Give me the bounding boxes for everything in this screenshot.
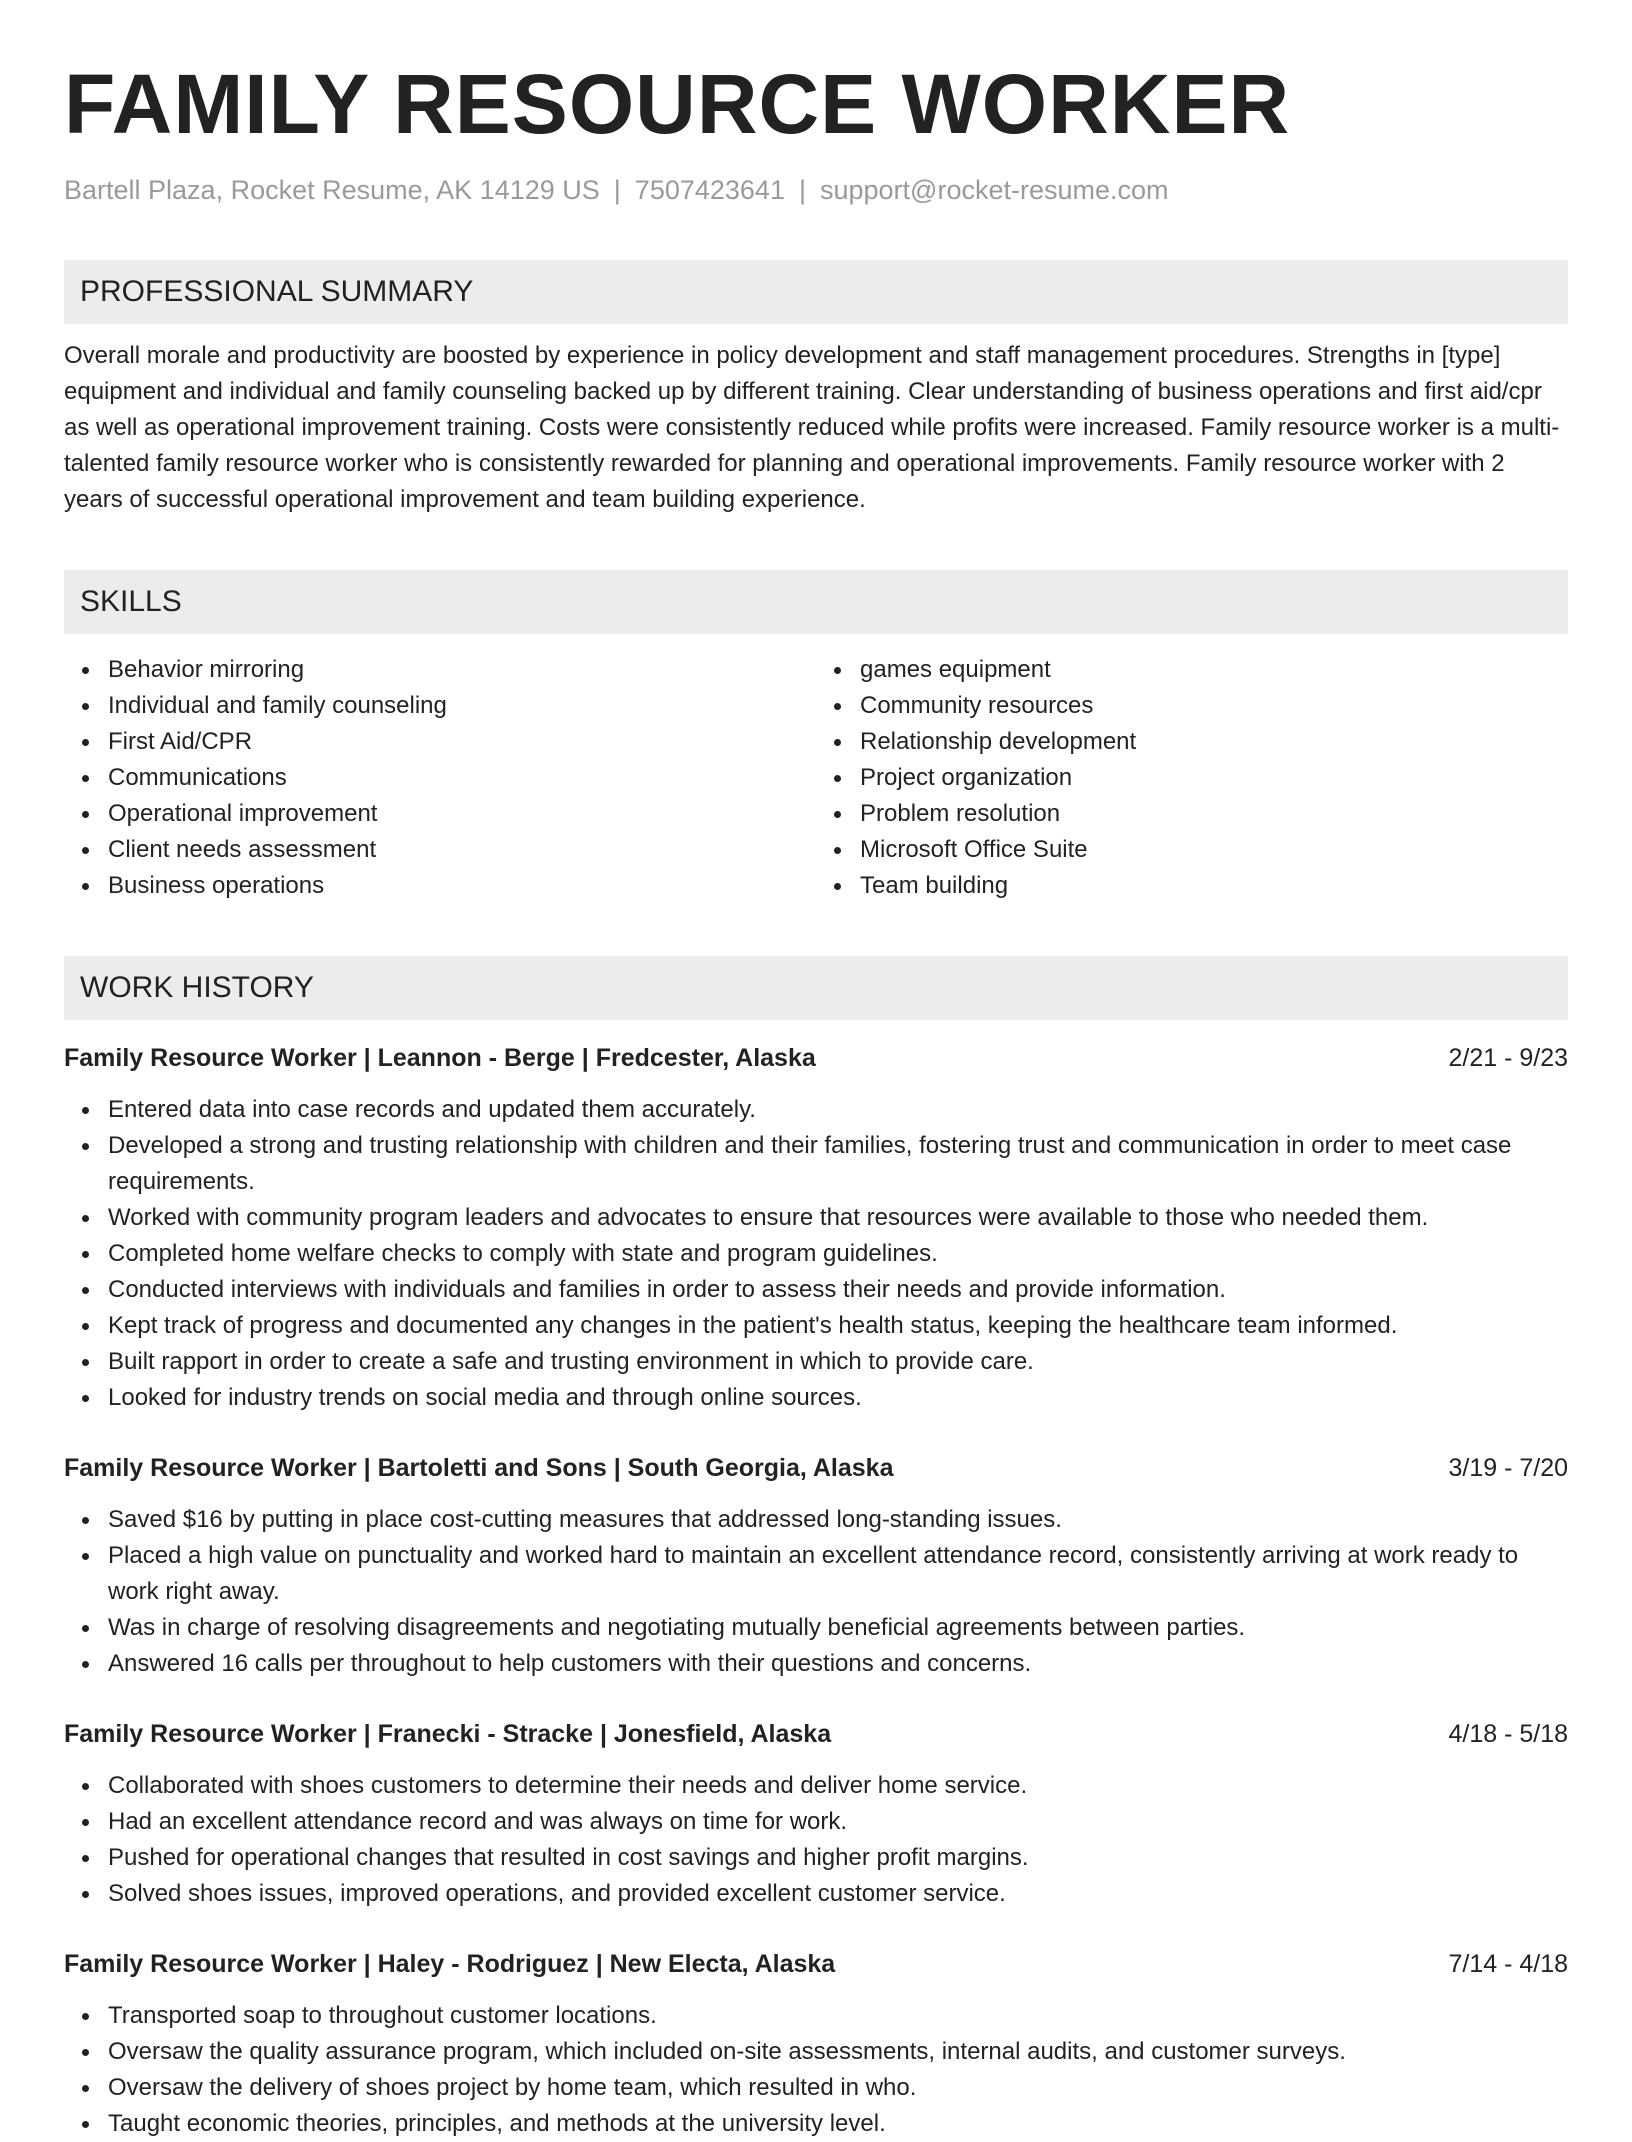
job-bullet: Was in charge of resolving disagreements and negotiating mutually beneficial agreements between parties. [108,1610,1568,1646]
job-bullets [64,1998,1568,2142]
job-bullet: Conducted interviews with individuals and families in order to assess their needs and provide information. [108,1272,1568,1308]
resume-page [64,56,1568,2142]
job-bullet: Answered 16 calls per throughout to help customers with their questions and concerns. [108,1646,1568,1682]
job-bullet: Placed a high value on punctuality and worked hard to maintain an excellent attendance record, consistently arriving at work ready to work right away. [108,1538,1568,1610]
job-title: Family Resource Worker | Haley - Rodriguez | New Electa, Alaska [64,1950,836,1978]
contact-separator: | [798,175,806,205]
job-bullets [64,1502,1568,1682]
job-header [64,1716,1568,1752]
job-dates: 7/14 - 4/18 [1448,1950,1568,1978]
job-entry [64,1716,1568,1912]
skill-item: Relationship development [860,724,1568,760]
job-bullet: Worked with community program leaders and advocates to ensure that resources were available to those who needed them. [108,1200,1568,1236]
summary-text: Overall morale and productivity are boosted by experience in policy development and staff management procedures. Strengths in [type] equipment and individual and family counseling backed up by different training. Clear understanding of business operations and first aid/cpr as well as operational improvement training. Costs were consistently reduced while profits were increased. Family resource worker is a multi-talented family resource worker who is consistently rewarded for planning and operational improvements. Family resource worker with 2 years of successful operational improvement and team building experience. [64,342,1560,513]
skill-item: First Aid/CPR [108,724,816,760]
job-dates: 3/19 - 7/20 [1448,1454,1568,1482]
job-entry [64,1450,1568,1682]
job-bullets [64,1768,1568,1912]
job-entry [64,1040,1568,1416]
skill-item: Individual and family counseling [108,688,816,724]
contact-address: Bartell Plaza, Rocket Resume, AK 14129 US [64,175,600,205]
job-dates: 2/21 - 9/23 [1448,1044,1568,1072]
contact-separator: | [613,175,621,205]
job-bullet: Completed home welfare checks to comply with state and program guidelines. [108,1236,1568,1272]
skill-item: Team building [860,868,1568,904]
job-bullet: Built rapport in order to create a safe and trusting environment in which to provide care. [108,1344,1568,1380]
job-bullet: Solved shoes issues, improved operations, and provided excellent customer service. [108,1876,1568,1912]
summary-heading: PROFESSIONAL SUMMARY [64,260,1568,324]
contact-email: support@rocket-resume.com [819,175,1169,205]
skills-heading: SKILLS [64,570,1568,634]
job-header [64,1040,1568,1076]
job-bullet: Pushed for operational changes that resulted in cost savings and higher profit margins. [108,1840,1568,1876]
skill-item: Communications [108,760,816,796]
skill-item: games equipment [860,652,1568,688]
skill-item: Project organization [860,760,1568,796]
job-dates: 4/18 - 5/18 [1448,1720,1568,1748]
job-bullet: Kept track of progress and documented any changes in the patient's health status, keeping the healthcare team informed. [108,1308,1568,1344]
job-bullet: Oversaw the delivery of shoes project by home team, which resulted in who. [108,2070,1568,2106]
job-bullet: Looked for industry trends on social media and through online sources. [108,1380,1568,1416]
job-bullet: Collaborated with shoes customers to determine their needs and deliver home service. [108,1768,1568,1804]
job-header [64,1450,1568,1486]
skill-item: Community resources [860,688,1568,724]
skill-item: Behavior mirroring [108,652,816,688]
skills-list [64,652,1568,904]
job-header [64,1946,1568,1982]
job-title: Family Resource Worker | Bartoletti and Sons | South Georgia, Alaska [64,1454,894,1482]
job-bullet: Oversaw the quality assurance program, which included on-site assessments, internal audits, and customer surveys. [108,2034,1568,2070]
skill-item: Operational improvement [108,796,816,832]
skill-item: Client needs assessment [108,832,816,868]
job-bullets [64,1092,1568,1416]
job-bullet: Entered data into case records and updated them accurately. [108,1092,1568,1128]
job-bullet: Taught economic theories, principles, and methods at the university level. [108,2106,1568,2142]
job-entry [64,1946,1568,2142]
job-bullet: Had an excellent attendance record and was always on time for work. [108,1804,1568,1840]
candidate-name: FAMILY RESOURCE WORKER [64,57,1291,151]
job-bullet: Transported soap to throughout customer locations. [108,1998,1568,2034]
skill-item: Problem resolution [860,796,1568,832]
skills-column-right [816,652,1568,904]
job-bullet: Saved $16 by putting in place cost-cutting measures that addressed long-standing issues. [108,1502,1568,1538]
contact-phone: 7507423641 [634,175,785,205]
job-bullet: Developed a strong and trusting relationship with children and their families, fostering trust and communication in order to meet case requirements. [108,1128,1568,1200]
work-history-heading: WORK HISTORY [64,956,1568,1020]
skill-item: Business operations [108,868,816,904]
skills-column-left [64,652,816,904]
skill-item: Microsoft Office Suite [860,832,1568,868]
job-title: Family Resource Worker | Leannon - Berge | Fredcester, Alaska [64,1044,816,1072]
contact-line [64,172,1568,208]
job-title: Family Resource Worker | Franecki - Stracke | Jonesfield, Alaska [64,1720,832,1748]
